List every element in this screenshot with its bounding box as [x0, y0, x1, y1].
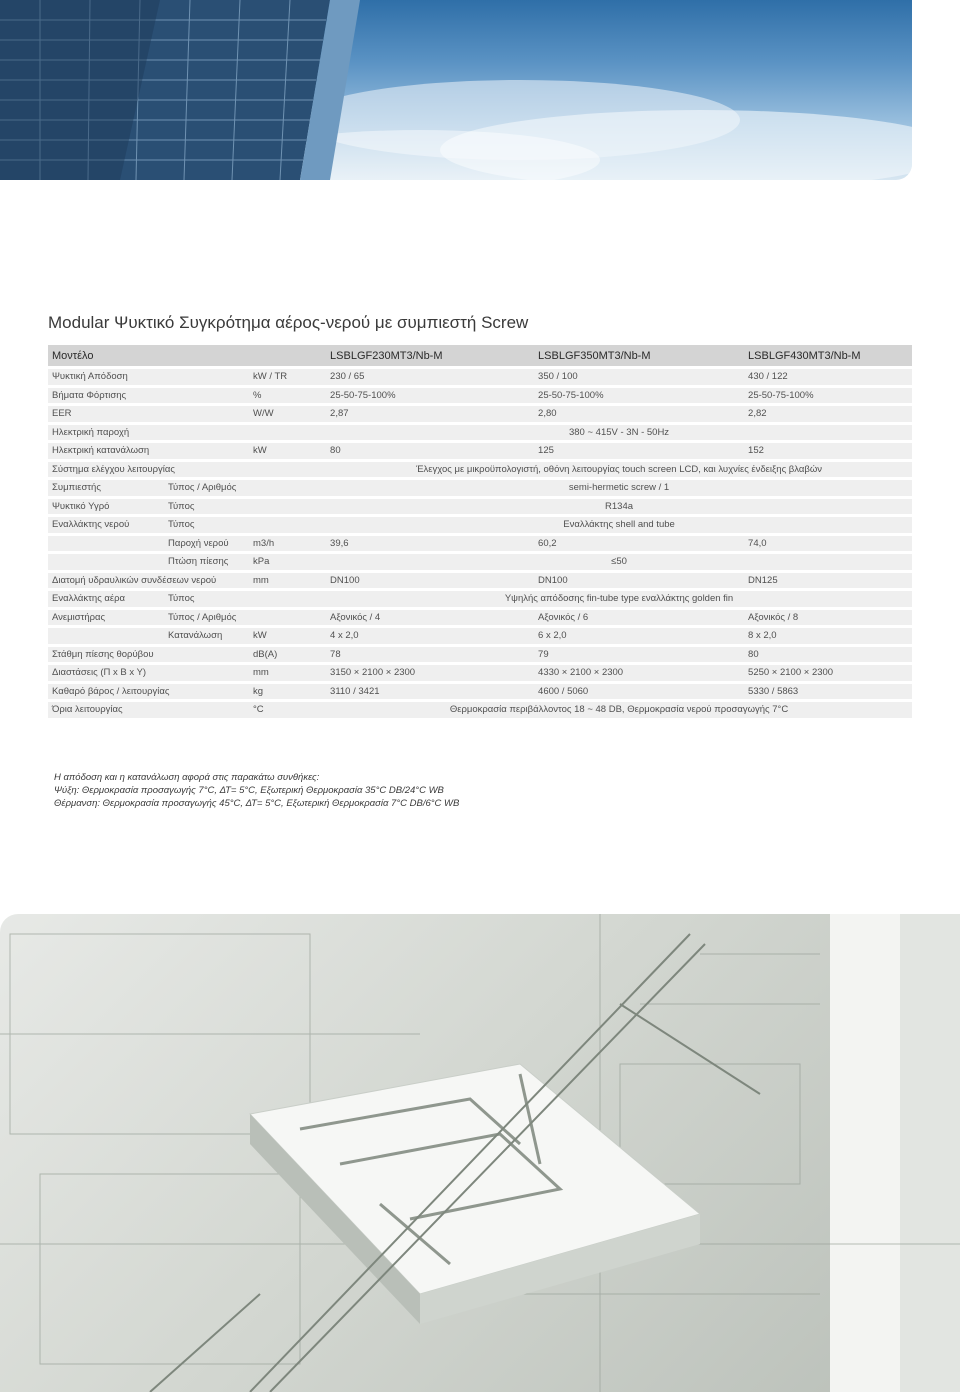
row-label: Συμπιεστής: [48, 480, 164, 496]
table-row: [48, 554, 912, 570]
table-row: [48, 665, 912, 681]
table-row: [48, 462, 912, 478]
table-row: [48, 480, 912, 496]
row-unit: %: [249, 388, 326, 404]
row-unit: kW: [249, 628, 326, 644]
row-label: Στάθμη πίεσης θορύβου: [48, 647, 249, 663]
row-unit: mm: [249, 665, 326, 681]
row-label: Διατομή υδραυλικών συνδέσεων νερού: [48, 573, 249, 589]
row-label: Σύστημα ελέγχου λειτουργίας: [48, 462, 326, 478]
row-unit: kW: [249, 443, 326, 459]
row-value: 79: [534, 647, 744, 663]
table-row: [48, 610, 912, 626]
table-header-row: [48, 345, 912, 366]
row-label: [48, 628, 164, 644]
row-value: DN125: [744, 573, 912, 589]
row-unit: W/W: [249, 406, 326, 422]
row-value: 78: [326, 647, 534, 663]
row-label: [48, 536, 164, 552]
row-value: 80: [744, 647, 912, 663]
row-label: Ψυκτικό Υγρό: [48, 499, 164, 515]
table-row: [48, 388, 912, 404]
row-label: Διαστάσεις (Π x B x Y): [48, 665, 249, 681]
row-value: 80: [326, 443, 534, 459]
row-value-span: Θερμοκρασία περιβάλλοντος 18 ~ 48 DB, Θερμοκρασία νερού προσαγωγής 7°C: [326, 702, 912, 718]
table-row: [48, 684, 912, 700]
row-value: 74,0: [744, 536, 912, 552]
row-value-span: Εναλλάκτης shell and tube: [326, 517, 912, 533]
row-sublabel: Πτώση πίεσης: [164, 554, 249, 570]
row-sublabel: Παροχή νερού: [164, 536, 249, 552]
table-row: [48, 517, 912, 533]
row-value: Αξονικός / 4: [326, 610, 534, 626]
row-value-span: 380 ~ 415V - 3N - 50Hz: [326, 425, 912, 441]
row-value-span: Υψηλής απόδοσης fin-tube type εναλλάκτης golden fin: [326, 591, 912, 607]
header-model-name: LSBLGF430MT3/Nb-M: [744, 345, 912, 366]
row-label: Εναλλάκτης νερού: [48, 517, 164, 533]
row-value-span: R134a: [326, 499, 912, 515]
row-value-span: Έλεγχος με μικροϋπολογιστή, οθόνη λειτουργίας touch screen LCD, και λυχνίες ένδειξης βλαβών: [326, 462, 912, 478]
row-sublabel: Τύπος: [164, 591, 326, 607]
row-label: Ψυκτική Απόδοση: [48, 369, 249, 385]
conditions-notes: [54, 771, 459, 810]
row-value: 3150 × 2100 × 2300: [326, 665, 534, 681]
row-value: 152: [744, 443, 912, 459]
row-unit: kW / TR: [249, 369, 326, 385]
table-row: [48, 647, 912, 663]
row-value: 430 / 122: [744, 369, 912, 385]
row-value: 39,6: [326, 536, 534, 552]
row-value: 60,2: [534, 536, 744, 552]
table-row: [48, 628, 912, 644]
row-label: [48, 554, 164, 570]
row-value: 5330 / 5863: [744, 684, 912, 700]
row-value: Αξονικός / 8: [744, 610, 912, 626]
notes-intro: Η απόδοση και η κατανάλωση αφορά στις παρακάτω συνθήκες:: [54, 772, 320, 783]
row-label: Καθαρό βάρος / λειτουργίας: [48, 684, 249, 700]
row-unit: °C: [249, 702, 326, 718]
row-sublabel: Τύπος / Αριθμός: [164, 610, 326, 626]
row-value: 3110 / 3421: [326, 684, 534, 700]
row-value-span: semi-hermetic screw / 1: [326, 480, 912, 496]
row-label: Βήματα Φόρτισης: [48, 388, 249, 404]
row-value: 8 x 2,0: [744, 628, 912, 644]
row-value: 5250 × 2100 × 2300: [744, 665, 912, 681]
row-value: 4600 / 5060: [534, 684, 744, 700]
row-value: 25-50-75-100%: [744, 388, 912, 404]
row-value: 4 x 2,0: [326, 628, 534, 644]
table-row: [48, 406, 912, 422]
row-value: 6 x 2,0: [534, 628, 744, 644]
table-row: [48, 443, 912, 459]
row-unit: [249, 425, 326, 441]
row-value: 350 / 100: [534, 369, 744, 385]
spec-table: [48, 342, 912, 721]
table-row: [48, 369, 912, 385]
row-value: Αξονικός / 6: [534, 610, 744, 626]
row-sublabel: Τύπος / Αριθμός: [164, 480, 326, 496]
row-value: 2,80: [534, 406, 744, 422]
header-model-name: LSBLGF230MT3/Nb-M: [326, 345, 534, 366]
row-label: EER: [48, 406, 249, 422]
row-label: Ηλεκτρική κατανάλωση: [48, 443, 249, 459]
row-value: 125: [534, 443, 744, 459]
row-value: 230 / 65: [326, 369, 534, 385]
row-sublabel: Τύπος: [164, 517, 326, 533]
notes-cooling: Ψύξη: Θερμοκρασία προσαγωγής 7°C, ΔΤ= 5°C, Εξωτερική Θερμοκρασία 35°C DB/24°C WB: [54, 785, 444, 796]
row-sublabel: Κατανάλωση: [164, 628, 249, 644]
table-row: [48, 573, 912, 589]
row-unit: mm: [249, 573, 326, 589]
header-model-label: Μοντέλο: [48, 345, 326, 366]
row-value: DN100: [534, 573, 744, 589]
row-label: Ανεμιστήρας: [48, 610, 164, 626]
row-unit: m3/h: [249, 536, 326, 552]
table-row: [48, 425, 912, 441]
row-value: DN100: [326, 573, 534, 589]
row-value: 2,87: [326, 406, 534, 422]
row-value: 25-50-75-100%: [534, 388, 744, 404]
row-label: Όρια λειτουργίας: [48, 702, 249, 718]
table-row: [48, 536, 912, 552]
row-value-span: ≤50: [326, 554, 912, 570]
row-unit: dB(A): [249, 647, 326, 663]
row-label: Ηλεκτρική παροχή: [48, 425, 249, 441]
row-sublabel: Τύπος: [164, 499, 326, 515]
row-label: Εναλλάκτης αέρα: [48, 591, 164, 607]
row-value: 4330 × 2100 × 2300: [534, 665, 744, 681]
table-row: [48, 702, 912, 718]
notes-heating: Θέρμανση: Θερμοκρασία προσαγωγής 45°C, ΔΤ= 5°C, Εξωτερική Θερμοκρασία 7°C DB/6°C WB: [54, 798, 460, 809]
row-unit: kg: [249, 684, 326, 700]
building-photo: [0, 0, 912, 180]
header-model-name: LSBLGF350MT3/Nb-M: [534, 345, 744, 366]
blueprint-photo: [0, 914, 960, 1392]
row-unit: kPa: [249, 554, 326, 570]
row-value: 2,82: [744, 406, 912, 422]
table-row: [48, 499, 912, 515]
table-row: [48, 591, 912, 607]
row-value: 25-50-75-100%: [326, 388, 534, 404]
page-title: Modular Ψυκτικό Συγκρότημα αέρος-νερού με συμπιεστή Screw: [48, 313, 529, 333]
